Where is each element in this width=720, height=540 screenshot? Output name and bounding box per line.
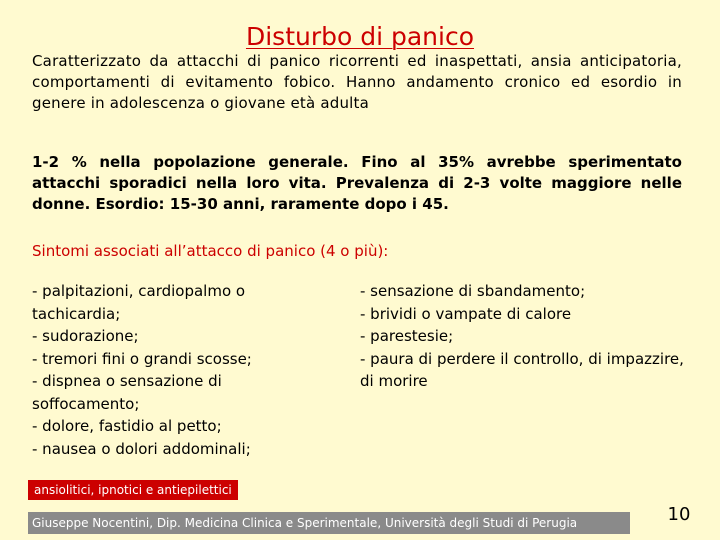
symptom-item: - sensazione di sbandamento;	[360, 282, 586, 300]
symptom-item: - parestesie;	[360, 327, 454, 345]
symptoms-list-left	[32, 280, 322, 460]
footer-credit: Giuseppe Nocentini, Dip. Medicina Clinica e Sperimentale, Università degli Studi di Perugia	[28, 512, 630, 534]
symptoms-list-right	[360, 280, 690, 393]
symptom-item: - sudorazione;	[32, 327, 139, 345]
symptom-item: - brividi o vampate di calore	[360, 304, 572, 323]
symptom-item: - palpitazioni, cardiopalmo o tachicardia;	[32, 282, 246, 323]
symptom-item: - nausea o dolori addominali;	[32, 439, 251, 458]
symptoms-heading: Sintomi associati all’attacco di panico (4 o più):	[32, 242, 389, 260]
treatment-note-label: ansiolitici, ipnotici e antiepilettici	[28, 480, 238, 500]
symptom-item: - paura di perdere il controllo, di impazzire, di morire	[360, 349, 684, 390]
symptom-item: - dolore, fastidio al petto;	[32, 417, 222, 435]
page-number: 10	[667, 504, 691, 525]
symptom-item: - tremori fini o grandi scosse;	[32, 349, 252, 368]
epidemiology-paragraph: 1-2 % nella popolazione generale. Fino al 35% avrebbe sperimentato attacchi sporadici nella loro vita. Prevalenza di 2-3 volte maggiore nelle donne. Esordio: 15-30 anni, raramente dopo i 45.	[32, 153, 682, 213]
description-paragraph: Caratterizzato da attacchi di panico ricorrenti ed inaspettati, ansia anticipatoria, comportamenti di evitamento fobico. Hanno andamento cronico ed esordio in genere in adolescenza o giovane età adulta	[32, 52, 682, 112]
slide-title: Disturbo di panico	[245, 22, 475, 51]
symptom-item: - dispnea o sensazione di soffocamento;	[32, 372, 222, 413]
